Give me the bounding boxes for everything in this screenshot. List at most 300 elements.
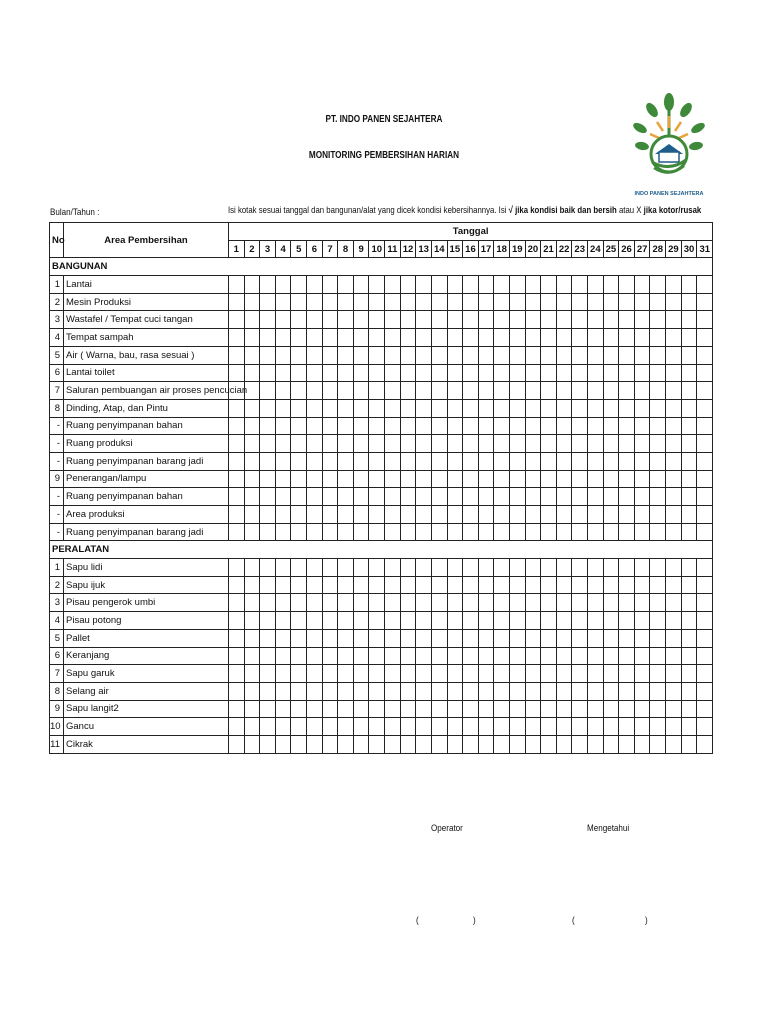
day-check-cell[interactable] xyxy=(353,629,369,647)
day-check-cell[interactable] xyxy=(369,523,385,541)
day-check-cell[interactable] xyxy=(400,293,416,311)
day-check-cell[interactable] xyxy=(572,559,588,577)
day-check-cell[interactable] xyxy=(400,276,416,294)
day-check-cell[interactable] xyxy=(634,718,650,736)
day-check-cell[interactable] xyxy=(322,665,338,683)
day-check-cell[interactable] xyxy=(509,700,525,718)
day-check-cell[interactable] xyxy=(650,399,666,417)
day-check-cell[interactable] xyxy=(634,417,650,435)
day-check-cell[interactable] xyxy=(229,665,245,683)
day-check-cell[interactable] xyxy=(650,364,666,382)
day-check-cell[interactable] xyxy=(385,382,401,400)
day-check-cell[interactable] xyxy=(431,559,447,577)
day-check-cell[interactable] xyxy=(634,735,650,753)
day-check-cell[interactable] xyxy=(666,364,682,382)
day-check-cell[interactable] xyxy=(275,329,291,347)
day-check-cell[interactable] xyxy=(431,647,447,665)
day-check-cell[interactable] xyxy=(650,718,666,736)
day-check-cell[interactable] xyxy=(463,612,479,630)
day-check-cell[interactable] xyxy=(525,346,541,364)
day-check-cell[interactable] xyxy=(260,523,276,541)
day-check-cell[interactable] xyxy=(494,329,510,347)
day-check-cell[interactable] xyxy=(369,435,385,453)
day-check-cell[interactable] xyxy=(291,629,307,647)
day-check-cell[interactable] xyxy=(525,647,541,665)
day-check-cell[interactable] xyxy=(650,700,666,718)
day-check-cell[interactable] xyxy=(447,311,463,329)
day-check-cell[interactable] xyxy=(416,682,432,700)
day-check-cell[interactable] xyxy=(385,647,401,665)
day-check-cell[interactable] xyxy=(229,452,245,470)
day-check-cell[interactable] xyxy=(681,629,697,647)
day-check-cell[interactable] xyxy=(416,594,432,612)
day-check-cell[interactable] xyxy=(400,311,416,329)
day-check-cell[interactable] xyxy=(260,612,276,630)
day-check-cell[interactable] xyxy=(478,594,494,612)
day-check-cell[interactable] xyxy=(431,399,447,417)
day-check-cell[interactable] xyxy=(619,735,635,753)
day-check-cell[interactable] xyxy=(447,682,463,700)
day-check-cell[interactable] xyxy=(244,700,260,718)
day-check-cell[interactable] xyxy=(603,629,619,647)
day-check-cell[interactable] xyxy=(572,452,588,470)
day-check-cell[interactable] xyxy=(353,594,369,612)
day-check-cell[interactable] xyxy=(541,700,557,718)
day-check-cell[interactable] xyxy=(400,488,416,506)
day-check-cell[interactable] xyxy=(588,506,604,524)
day-check-cell[interactable] xyxy=(353,718,369,736)
day-check-cell[interactable] xyxy=(478,293,494,311)
day-check-cell[interactable] xyxy=(275,435,291,453)
day-check-cell[interactable] xyxy=(650,276,666,294)
day-check-cell[interactable] xyxy=(353,700,369,718)
day-check-cell[interactable] xyxy=(244,435,260,453)
day-check-cell[interactable] xyxy=(509,329,525,347)
day-check-cell[interactable] xyxy=(400,647,416,665)
day-check-cell[interactable] xyxy=(369,488,385,506)
day-check-cell[interactable] xyxy=(619,452,635,470)
day-check-cell[interactable] xyxy=(244,559,260,577)
day-check-cell[interactable] xyxy=(400,399,416,417)
day-check-cell[interactable] xyxy=(509,293,525,311)
day-check-cell[interactable] xyxy=(260,594,276,612)
day-check-cell[interactable] xyxy=(556,576,572,594)
day-check-cell[interactable] xyxy=(666,293,682,311)
day-check-cell[interactable] xyxy=(416,417,432,435)
day-check-cell[interactable] xyxy=(229,594,245,612)
day-check-cell[interactable] xyxy=(666,346,682,364)
day-check-cell[interactable] xyxy=(447,612,463,630)
day-check-cell[interactable] xyxy=(556,523,572,541)
day-check-cell[interactable] xyxy=(681,293,697,311)
day-check-cell[interactable] xyxy=(525,311,541,329)
day-check-cell[interactable] xyxy=(478,700,494,718)
day-check-cell[interactable] xyxy=(416,293,432,311)
day-check-cell[interactable] xyxy=(353,576,369,594)
day-check-cell[interactable] xyxy=(619,329,635,347)
day-check-cell[interactable] xyxy=(619,629,635,647)
day-check-cell[interactable] xyxy=(666,311,682,329)
day-check-cell[interactable] xyxy=(369,417,385,435)
day-check-cell[interactable] xyxy=(541,576,557,594)
day-check-cell[interactable] xyxy=(400,364,416,382)
day-check-cell[interactable] xyxy=(634,488,650,506)
day-check-cell[interactable] xyxy=(229,612,245,630)
day-check-cell[interactable] xyxy=(463,682,479,700)
day-check-cell[interactable] xyxy=(619,682,635,700)
day-check-cell[interactable] xyxy=(556,417,572,435)
day-check-cell[interactable] xyxy=(275,629,291,647)
day-check-cell[interactable] xyxy=(260,346,276,364)
day-check-cell[interactable] xyxy=(541,523,557,541)
day-check-cell[interactable] xyxy=(385,594,401,612)
day-check-cell[interactable] xyxy=(275,594,291,612)
day-check-cell[interactable] xyxy=(541,293,557,311)
day-check-cell[interactable] xyxy=(447,647,463,665)
day-check-cell[interactable] xyxy=(525,700,541,718)
day-check-cell[interactable] xyxy=(291,364,307,382)
day-check-cell[interactable] xyxy=(697,594,713,612)
day-check-cell[interactable] xyxy=(338,452,354,470)
day-check-cell[interactable] xyxy=(244,682,260,700)
day-check-cell[interactable] xyxy=(353,399,369,417)
day-check-cell[interactable] xyxy=(369,594,385,612)
day-check-cell[interactable] xyxy=(447,506,463,524)
day-check-cell[interactable] xyxy=(291,346,307,364)
day-check-cell[interactable] xyxy=(619,488,635,506)
day-check-cell[interactable] xyxy=(494,382,510,400)
day-check-cell[interactable] xyxy=(509,435,525,453)
day-check-cell[interactable] xyxy=(338,523,354,541)
day-check-cell[interactable] xyxy=(369,399,385,417)
day-check-cell[interactable] xyxy=(556,488,572,506)
day-check-cell[interactable] xyxy=(572,364,588,382)
day-check-cell[interactable] xyxy=(556,276,572,294)
day-check-cell[interactable] xyxy=(416,665,432,683)
day-check-cell[interactable] xyxy=(338,311,354,329)
day-check-cell[interactable] xyxy=(494,576,510,594)
day-check-cell[interactable] xyxy=(697,329,713,347)
day-check-cell[interactable] xyxy=(681,612,697,630)
day-check-cell[interactable] xyxy=(463,576,479,594)
day-check-cell[interactable] xyxy=(229,506,245,524)
day-check-cell[interactable] xyxy=(244,293,260,311)
day-check-cell[interactable] xyxy=(275,399,291,417)
day-check-cell[interactable] xyxy=(385,665,401,683)
day-check-cell[interactable] xyxy=(681,276,697,294)
day-check-cell[interactable] xyxy=(603,523,619,541)
day-check-cell[interactable] xyxy=(509,665,525,683)
day-check-cell[interactable] xyxy=(588,452,604,470)
day-check-cell[interactable] xyxy=(681,594,697,612)
day-check-cell[interactable] xyxy=(634,382,650,400)
day-check-cell[interactable] xyxy=(229,629,245,647)
day-check-cell[interactable] xyxy=(650,382,666,400)
day-check-cell[interactable] xyxy=(229,559,245,577)
day-check-cell[interactable] xyxy=(385,700,401,718)
day-check-cell[interactable] xyxy=(525,276,541,294)
day-check-cell[interactable] xyxy=(291,276,307,294)
day-check-cell[interactable] xyxy=(353,735,369,753)
day-check-cell[interactable] xyxy=(400,559,416,577)
day-check-cell[interactable] xyxy=(338,382,354,400)
day-check-cell[interactable] xyxy=(556,682,572,700)
day-check-cell[interactable] xyxy=(431,470,447,488)
day-check-cell[interactable] xyxy=(541,470,557,488)
day-check-cell[interactable] xyxy=(666,559,682,577)
day-check-cell[interactable] xyxy=(291,665,307,683)
day-check-cell[interactable] xyxy=(275,523,291,541)
day-check-cell[interactable] xyxy=(447,329,463,347)
day-check-cell[interactable] xyxy=(650,647,666,665)
day-check-cell[interactable] xyxy=(572,700,588,718)
day-check-cell[interactable] xyxy=(541,399,557,417)
day-check-cell[interactable] xyxy=(619,718,635,736)
day-check-cell[interactable] xyxy=(353,346,369,364)
day-check-cell[interactable] xyxy=(634,276,650,294)
day-check-cell[interactable] xyxy=(572,612,588,630)
day-check-cell[interactable] xyxy=(229,329,245,347)
day-check-cell[interactable] xyxy=(385,293,401,311)
day-check-cell[interactable] xyxy=(509,523,525,541)
day-check-cell[interactable] xyxy=(588,735,604,753)
day-check-cell[interactable] xyxy=(556,470,572,488)
day-check-cell[interactable] xyxy=(338,700,354,718)
day-check-cell[interactable] xyxy=(697,399,713,417)
day-check-cell[interactable] xyxy=(275,311,291,329)
day-check-cell[interactable] xyxy=(400,700,416,718)
day-check-cell[interactable] xyxy=(338,435,354,453)
day-check-cell[interactable] xyxy=(525,506,541,524)
day-check-cell[interactable] xyxy=(260,364,276,382)
day-check-cell[interactable] xyxy=(603,665,619,683)
day-check-cell[interactable] xyxy=(541,682,557,700)
day-check-cell[interactable] xyxy=(431,682,447,700)
day-check-cell[interactable] xyxy=(494,594,510,612)
day-check-cell[interactable] xyxy=(619,576,635,594)
day-check-cell[interactable] xyxy=(400,594,416,612)
day-check-cell[interactable] xyxy=(431,346,447,364)
day-check-cell[interactable] xyxy=(509,382,525,400)
day-check-cell[interactable] xyxy=(353,329,369,347)
day-check-cell[interactable] xyxy=(603,329,619,347)
day-check-cell[interactable] xyxy=(619,399,635,417)
day-check-cell[interactable] xyxy=(603,682,619,700)
day-check-cell[interactable] xyxy=(681,329,697,347)
day-check-cell[interactable] xyxy=(353,523,369,541)
day-check-cell[interactable] xyxy=(322,346,338,364)
day-check-cell[interactable] xyxy=(400,417,416,435)
day-check-cell[interactable] xyxy=(681,682,697,700)
day-check-cell[interactable] xyxy=(603,559,619,577)
day-check-cell[interactable] xyxy=(322,399,338,417)
day-check-cell[interactable] xyxy=(322,417,338,435)
day-check-cell[interactable] xyxy=(666,594,682,612)
day-check-cell[interactable] xyxy=(229,417,245,435)
day-check-cell[interactable] xyxy=(291,506,307,524)
day-check-cell[interactable] xyxy=(619,506,635,524)
day-check-cell[interactable] xyxy=(525,364,541,382)
day-check-cell[interactable] xyxy=(322,682,338,700)
day-check-cell[interactable] xyxy=(463,718,479,736)
day-check-cell[interactable] xyxy=(307,594,323,612)
day-check-cell[interactable] xyxy=(400,523,416,541)
day-check-cell[interactable] xyxy=(431,311,447,329)
day-check-cell[interactable] xyxy=(650,682,666,700)
day-check-cell[interactable] xyxy=(353,364,369,382)
day-check-cell[interactable] xyxy=(400,470,416,488)
day-check-cell[interactable] xyxy=(603,382,619,400)
day-check-cell[interactable] xyxy=(369,311,385,329)
day-check-cell[interactable] xyxy=(416,470,432,488)
day-check-cell[interactable] xyxy=(556,329,572,347)
day-check-cell[interactable] xyxy=(447,700,463,718)
day-check-cell[interactable] xyxy=(681,718,697,736)
day-check-cell[interactable] xyxy=(603,700,619,718)
day-check-cell[interactable] xyxy=(260,276,276,294)
day-check-cell[interactable] xyxy=(556,665,572,683)
day-check-cell[interactable] xyxy=(697,435,713,453)
day-check-cell[interactable] xyxy=(431,364,447,382)
day-check-cell[interactable] xyxy=(572,329,588,347)
day-check-cell[interactable] xyxy=(400,576,416,594)
day-check-cell[interactable] xyxy=(650,311,666,329)
day-check-cell[interactable] xyxy=(291,417,307,435)
day-check-cell[interactable] xyxy=(666,329,682,347)
day-check-cell[interactable] xyxy=(291,594,307,612)
day-check-cell[interactable] xyxy=(369,629,385,647)
day-check-cell[interactable] xyxy=(260,399,276,417)
day-check-cell[interactable] xyxy=(463,559,479,577)
day-check-cell[interactable] xyxy=(244,594,260,612)
day-check-cell[interactable] xyxy=(275,293,291,311)
day-check-cell[interactable] xyxy=(244,665,260,683)
day-check-cell[interactable] xyxy=(353,470,369,488)
day-check-cell[interactable] xyxy=(322,576,338,594)
day-check-cell[interactable] xyxy=(431,435,447,453)
day-check-cell[interactable] xyxy=(431,576,447,594)
day-check-cell[interactable] xyxy=(634,470,650,488)
day-check-cell[interactable] xyxy=(307,647,323,665)
day-check-cell[interactable] xyxy=(541,665,557,683)
day-check-cell[interactable] xyxy=(463,700,479,718)
day-check-cell[interactable] xyxy=(463,488,479,506)
day-check-cell[interactable] xyxy=(525,293,541,311)
day-check-cell[interactable] xyxy=(588,594,604,612)
day-check-cell[interactable] xyxy=(494,346,510,364)
day-check-cell[interactable] xyxy=(619,470,635,488)
day-check-cell[interactable] xyxy=(588,647,604,665)
day-check-cell[interactable] xyxy=(478,452,494,470)
day-check-cell[interactable] xyxy=(275,647,291,665)
day-check-cell[interactable] xyxy=(353,417,369,435)
day-check-cell[interactable] xyxy=(525,718,541,736)
day-check-cell[interactable] xyxy=(416,612,432,630)
day-check-cell[interactable] xyxy=(666,735,682,753)
day-check-cell[interactable] xyxy=(588,364,604,382)
day-check-cell[interactable] xyxy=(338,665,354,683)
day-check-cell[interactable] xyxy=(463,364,479,382)
day-check-cell[interactable] xyxy=(666,276,682,294)
day-check-cell[interactable] xyxy=(229,488,245,506)
day-check-cell[interactable] xyxy=(666,647,682,665)
day-check-cell[interactable] xyxy=(244,735,260,753)
day-check-cell[interactable] xyxy=(353,382,369,400)
day-check-cell[interactable] xyxy=(385,329,401,347)
day-check-cell[interactable] xyxy=(416,629,432,647)
day-check-cell[interactable] xyxy=(588,329,604,347)
day-check-cell[interactable] xyxy=(322,629,338,647)
day-check-cell[interactable] xyxy=(463,311,479,329)
day-check-cell[interactable] xyxy=(541,506,557,524)
day-check-cell[interactable] xyxy=(307,735,323,753)
day-check-cell[interactable] xyxy=(385,735,401,753)
day-check-cell[interactable] xyxy=(369,382,385,400)
day-check-cell[interactable] xyxy=(369,700,385,718)
day-check-cell[interactable] xyxy=(541,647,557,665)
day-check-cell[interactable] xyxy=(541,718,557,736)
day-check-cell[interactable] xyxy=(307,329,323,347)
day-check-cell[interactable] xyxy=(291,576,307,594)
day-check-cell[interactable] xyxy=(416,559,432,577)
day-check-cell[interactable] xyxy=(322,700,338,718)
day-check-cell[interactable] xyxy=(260,506,276,524)
day-check-cell[interactable] xyxy=(463,629,479,647)
day-check-cell[interactable] xyxy=(431,665,447,683)
day-check-cell[interactable] xyxy=(494,417,510,435)
day-check-cell[interactable] xyxy=(260,470,276,488)
day-check-cell[interactable] xyxy=(603,435,619,453)
day-check-cell[interactable] xyxy=(322,311,338,329)
day-check-cell[interactable] xyxy=(275,700,291,718)
day-check-cell[interactable] xyxy=(650,417,666,435)
day-check-cell[interactable] xyxy=(588,576,604,594)
day-check-cell[interactable] xyxy=(244,523,260,541)
day-check-cell[interactable] xyxy=(463,523,479,541)
day-check-cell[interactable] xyxy=(494,452,510,470)
day-check-cell[interactable] xyxy=(260,718,276,736)
day-check-cell[interactable] xyxy=(447,559,463,577)
day-check-cell[interactable] xyxy=(556,382,572,400)
day-check-cell[interactable] xyxy=(431,506,447,524)
day-check-cell[interactable] xyxy=(338,329,354,347)
day-check-cell[interactable] xyxy=(307,364,323,382)
day-check-cell[interactable] xyxy=(525,435,541,453)
day-check-cell[interactable] xyxy=(463,276,479,294)
day-check-cell[interactable] xyxy=(572,682,588,700)
day-check-cell[interactable] xyxy=(400,682,416,700)
day-check-cell[interactable] xyxy=(385,435,401,453)
day-check-cell[interactable] xyxy=(541,452,557,470)
day-check-cell[interactable] xyxy=(322,718,338,736)
day-check-cell[interactable] xyxy=(385,629,401,647)
day-check-cell[interactable] xyxy=(322,293,338,311)
day-check-cell[interactable] xyxy=(666,399,682,417)
day-check-cell[interactable] xyxy=(369,647,385,665)
day-check-cell[interactable] xyxy=(229,647,245,665)
day-check-cell[interactable] xyxy=(556,435,572,453)
day-check-cell[interactable] xyxy=(681,399,697,417)
day-check-cell[interactable] xyxy=(353,311,369,329)
day-check-cell[interactable] xyxy=(447,452,463,470)
day-check-cell[interactable] xyxy=(307,718,323,736)
day-check-cell[interactable] xyxy=(307,682,323,700)
day-check-cell[interactable] xyxy=(447,435,463,453)
day-check-cell[interactable] xyxy=(275,559,291,577)
day-check-cell[interactable] xyxy=(572,506,588,524)
day-check-cell[interactable] xyxy=(509,629,525,647)
day-check-cell[interactable] xyxy=(291,523,307,541)
